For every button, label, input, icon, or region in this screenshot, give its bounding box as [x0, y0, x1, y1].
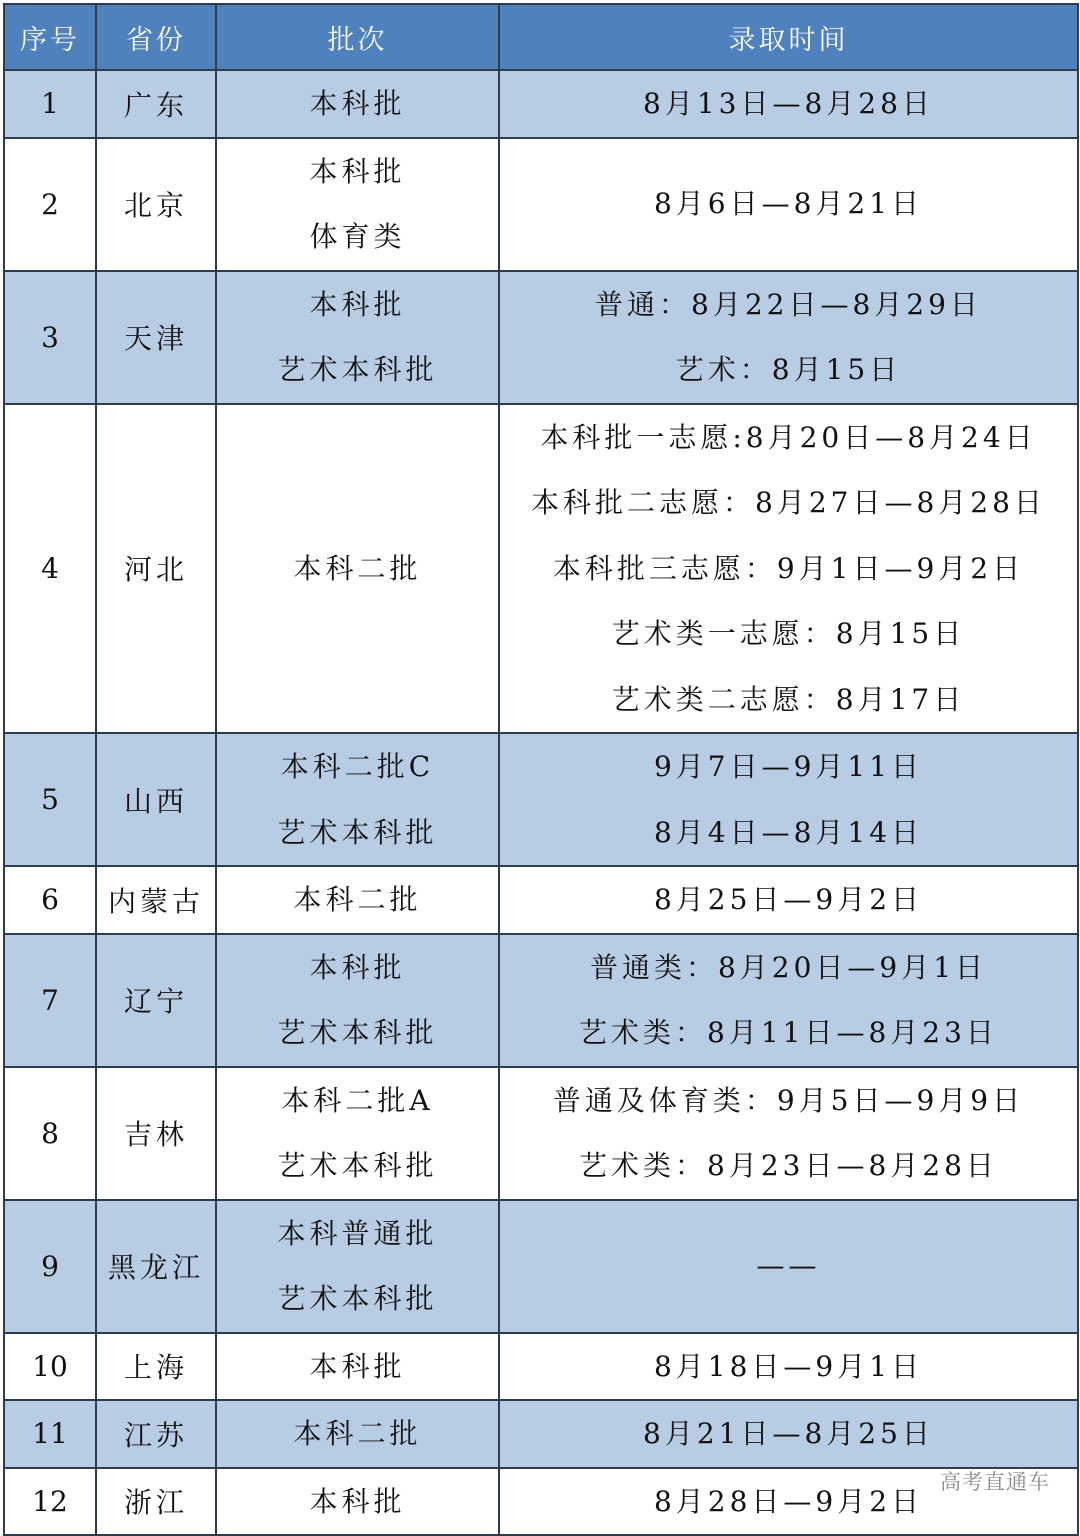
batch-cell — [216, 1468, 499, 1536]
admission-time-cell — [499, 1400, 1078, 1468]
province-cell: 内蒙古 — [96, 866, 216, 934]
admission-time-line: 普通类：8月20日—9月1日 — [589, 950, 988, 984]
province-cell: 广东 — [96, 70, 216, 138]
batch-cell — [216, 404, 499, 734]
admission-time-line: 本科批一志愿:8月20日—8月24日 — [540, 420, 1037, 454]
province-cell: 山西 — [96, 733, 216, 866]
province-cell: 浙江 — [96, 1468, 216, 1536]
table-row — [4, 271, 1078, 404]
table-row — [4, 138, 1078, 271]
batch-cell — [216, 1200, 499, 1333]
header-row — [4, 4, 1078, 70]
admission-time-cell — [499, 271, 1078, 404]
header-province: 省份 — [96, 4, 216, 70]
row-number-cell: 7 — [4, 934, 96, 1067]
table-row — [4, 1333, 1078, 1401]
admission-time-line: 9月7日—9月11日 — [653, 750, 924, 783]
batch-cell — [216, 866, 499, 934]
table-row — [4, 70, 1078, 138]
batch-line: 艺术本科批 — [277, 1282, 438, 1315]
province-cell: 天津 — [96, 271, 216, 404]
batch-line: 体育类 — [309, 220, 406, 253]
admission-time-cell — [499, 1067, 1078, 1200]
batch-cell — [216, 733, 499, 866]
batch-line: 艺术本科批 — [277, 815, 438, 849]
table-row — [4, 1400, 1078, 1468]
row-number-cell: 9 — [4, 1200, 96, 1333]
header-admission-time: 录取时间 — [499, 4, 1078, 70]
admission-time-cell — [499, 404, 1078, 734]
table-row — [4, 1468, 1078, 1536]
header-batch: 批次 — [216, 4, 499, 70]
admission-time-line: 8月21日—8月25日 — [643, 1417, 934, 1450]
admission-time-line: 8月4日—8月14日 — [653, 815, 924, 849]
batch-cell — [216, 271, 499, 404]
row-number-cell: 8 — [4, 1067, 96, 1200]
province-cell: 上海 — [96, 1333, 216, 1401]
admission-time-line: 8月6日—8月21日 — [653, 187, 924, 221]
admission-time-line: 本科批二志愿：8月27日—8月28日 — [531, 486, 1046, 519]
row-number-cell: 1 — [4, 70, 96, 138]
batch-line: 本科批 — [309, 1484, 406, 1518]
admission-time-cell — [499, 866, 1078, 934]
admission-time-line: 普通及体育类：9月5日—9月9日 — [552, 1083, 1025, 1117]
admission-time-cell — [499, 138, 1078, 271]
admission-time-line: 8月18日—9月1日 — [653, 1349, 924, 1383]
admission-time-cell — [499, 934, 1078, 1067]
admission-time-line: 艺术类二志愿：8月17日 — [611, 682, 966, 716]
province-cell: 江苏 — [96, 1400, 216, 1468]
table-row — [4, 1200, 1078, 1333]
admission-time-cell — [499, 1200, 1078, 1333]
table-row — [4, 404, 1078, 734]
admission-time-line: 本科批三志愿：9月1日—9月2日 — [552, 551, 1025, 585]
watermark-text: 高考直通车 — [940, 1470, 1050, 1494]
batch-line: 艺术本科批 — [277, 1016, 438, 1049]
row-number-cell: 5 — [4, 733, 96, 866]
admission-time-cell — [499, 1333, 1078, 1401]
batch-line: 本科二批 — [293, 1417, 422, 1450]
batch-line: 本科批 — [309, 950, 406, 984]
admission-time-line: 8月13日—8月28日 — [643, 87, 934, 120]
batch-line: 本科普通批 — [277, 1216, 438, 1250]
batch-cell — [216, 934, 499, 1067]
admission-time-line: 8月25日—9月2日 — [653, 883, 924, 916]
row-number-cell: 4 — [4, 404, 96, 734]
admission-time-line: 8月28日—9月2日 — [653, 1484, 924, 1518]
table-row — [4, 733, 1078, 866]
province-cell: 北京 — [96, 138, 216, 271]
batch-line: 本科二批 — [293, 551, 422, 585]
batch-line: 本科批 — [309, 1349, 406, 1383]
row-number-cell: 11 — [4, 1400, 96, 1468]
table-row — [4, 1067, 1078, 1200]
header-no: 序号 — [4, 4, 96, 70]
row-number-cell: 12 — [4, 1468, 96, 1536]
row-number-cell: 10 — [4, 1333, 96, 1401]
row-number-cell: 6 — [4, 866, 96, 934]
province-cell: 河北 — [96, 404, 216, 734]
admission-time-cell — [499, 70, 1078, 138]
batch-cell — [216, 70, 499, 138]
batch-cell — [216, 1400, 499, 1468]
province-cell: 辽宁 — [96, 934, 216, 1067]
row-number-cell: 2 — [4, 138, 96, 271]
table-body — [4, 70, 1078, 1535]
admission-time-line: 艺术类：8月23日—8月28日 — [579, 1149, 998, 1182]
admission-time-line: 艺术：8月15日 — [675, 353, 902, 386]
batch-cell — [216, 1333, 499, 1401]
province-cell: 吉林 — [96, 1067, 216, 1200]
admission-time-line: 普通：8月22日—8月29日 — [595, 287, 982, 321]
batch-line: 本科二批C — [280, 750, 435, 783]
admission-time-line: —— — [756, 1249, 821, 1283]
batch-line: 本科二批A — [281, 1083, 434, 1117]
admission-time-line: 艺术类：8月11日—8月23日 — [579, 1016, 998, 1049]
batch-cell — [216, 138, 499, 271]
table-row — [4, 866, 1078, 934]
batch-line: 本科批 — [309, 154, 406, 188]
row-number-cell: 3 — [4, 271, 96, 404]
batch-cell — [216, 1067, 499, 1200]
batch-line: 艺术本科批 — [277, 1149, 438, 1182]
batch-line: 本科二批 — [293, 883, 422, 916]
table-row — [4, 934, 1078, 1067]
batch-line: 艺术本科批 — [277, 353, 438, 386]
admission-time-line: 艺术类一志愿：8月15日 — [611, 617, 966, 650]
admission-time-cell — [499, 733, 1078, 866]
batch-line: 本科批 — [309, 87, 406, 120]
batch-line: 本科批 — [309, 287, 406, 321]
admission-table — [3, 3, 1079, 1536]
province-cell: 黑龙江 — [96, 1200, 216, 1333]
